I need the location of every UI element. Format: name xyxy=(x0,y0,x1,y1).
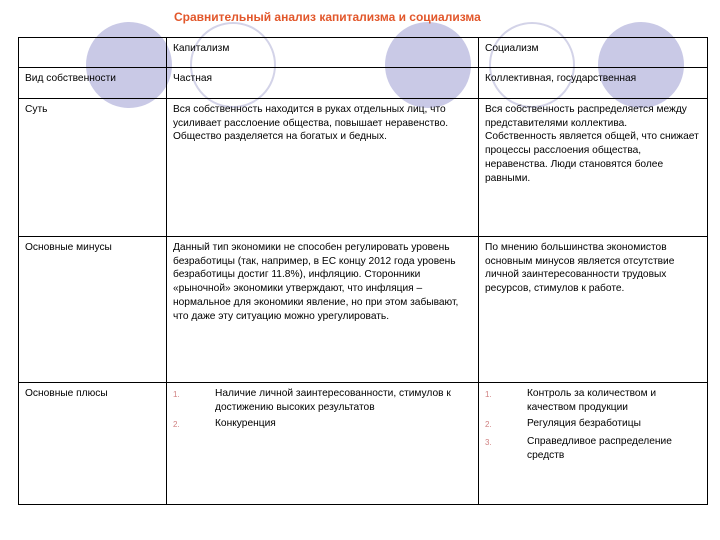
list-item-text: Регуляция безработицы xyxy=(527,418,641,430)
cell-minuses-socialism: По мнению большинства экономистов основным минусов является отсутствие личной заинтересованности трудовых ресурсов, стимулов к работе. xyxy=(479,237,708,383)
list-item xyxy=(173,417,472,432)
table-row-essence xyxy=(19,99,708,237)
pluses-socialism-list xyxy=(485,387,701,463)
cell-minuses-capitalism: Данный тип экономики не способен регулировать уровень безработицы (так, например, в ЕС концу 2012 года уровень безработицы достиг 11.8%), инфляцию. Сторонники «рыночной» экономики утверждают, что инфляция – нормальное для экономики явление, но при этом забывают, что даже эту ситуацию можно урегулировать. xyxy=(167,237,479,383)
list-item-text: Наличие личной заинтересованности, стимулов к достижению высоких результатов xyxy=(215,388,451,413)
table-row-minuses xyxy=(19,237,708,383)
cell-pluses-socialism xyxy=(479,383,708,505)
list-item-number: 2. xyxy=(485,420,492,430)
list-item xyxy=(485,435,701,462)
cell-pluses-capitalism xyxy=(167,383,479,505)
comparison-table xyxy=(18,37,708,505)
list-item xyxy=(173,387,472,414)
cell-ownership-socialism: Коллективная, государственная xyxy=(479,68,708,99)
row-label-pluses: Основные плюсы xyxy=(19,383,167,505)
page-title: Сравнительный анализ капитализма и социализма xyxy=(174,10,481,24)
list-item-text: Справедливое распределение средств xyxy=(527,436,672,461)
table-header-row xyxy=(19,38,708,68)
row-label-minuses: Основные минусы xyxy=(19,237,167,383)
row-label-essence: Суть xyxy=(19,99,167,237)
list-item-text: Конкуренция xyxy=(215,418,276,430)
list-item-text: Контроль за количеством и качеством продукции xyxy=(527,388,657,413)
list-item-number: 2. xyxy=(173,420,180,430)
header-cell-socialism: Социализм xyxy=(479,38,708,68)
table-row-ownership xyxy=(19,68,708,99)
list-item xyxy=(485,417,701,432)
pluses-capitalism-list xyxy=(173,387,472,432)
list-item-number: 3. xyxy=(485,438,492,448)
list-item xyxy=(485,387,701,414)
header-cell-empty xyxy=(19,38,167,68)
row-label-ownership: Вид собственности xyxy=(19,68,167,99)
cell-essence-capitalism: Вся собственность находится в руках отдельных лиц, что усиливает расслоение общества, повышает неравенство. Общество разделяется на богатых и бедных. xyxy=(167,99,479,237)
list-item-number: 1. xyxy=(485,390,492,399)
cell-ownership-capitalism: Частная xyxy=(167,68,479,99)
cell-essence-socialism: Вся собственность распределяется между представителями коллектива. Собственность является общей, что снижает процессы расслоения общества, неравенства. Люди становятся более равными. xyxy=(479,99,708,237)
table-row-pluses xyxy=(19,383,708,505)
header-cell-capitalism: Капитализм xyxy=(167,38,479,68)
list-item-number: 1. xyxy=(173,390,180,399)
